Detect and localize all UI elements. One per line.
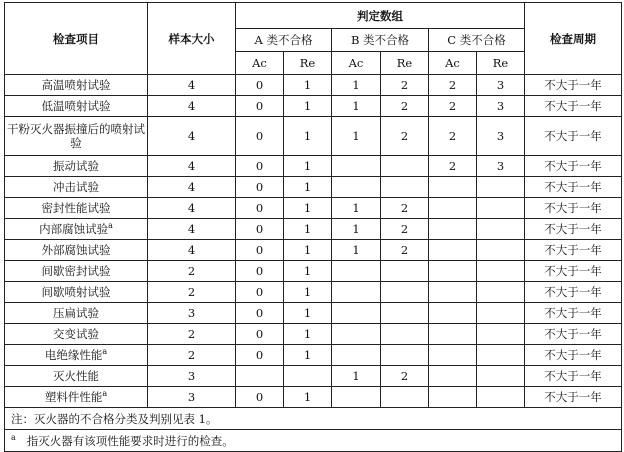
cell-b-re: 2 [381,219,429,240]
cell-c-re: 3 [477,75,525,96]
cell-c-re: 3 [477,117,525,156]
cell-period: 不大于一年 [525,303,622,324]
table-row [5,261,622,282]
cell-sample-size: 4 [148,240,236,261]
cell-a-re: 1 [284,219,332,240]
cell-item [5,177,148,198]
cell-b-ac [332,324,381,345]
cell-period: 不大于一年 [525,261,622,282]
cell-c-ac: 2 [429,156,477,177]
footnote-ref-mark: a [102,347,108,357]
cell-item [5,240,148,261]
cell-b-re: 2 [381,117,429,156]
header-b-re: Re [381,52,429,75]
cell-a-re: 1 [284,96,332,117]
cell-a-re: 1 [284,156,332,177]
header-a-re: Re [284,52,332,75]
cell-b-ac: 1 [332,240,381,261]
table-row [5,96,622,117]
footnote-ref-mark: a [108,221,113,231]
cell-c-re [477,261,525,282]
header-class-a: A 类不合格 [236,29,332,52]
cell-c-ac [429,198,477,219]
cell-b-re [381,177,429,198]
cell-period: 不大于一年 [525,366,622,387]
cell-period: 不大于一年 [525,324,622,345]
cell-item [5,282,148,303]
cell-period: 不大于一年 [525,117,622,156]
item-label: 交变试验 [53,327,99,341]
footnote-ref-mark: a [102,389,108,399]
note-row [5,408,622,430]
header-class-c: C 类不合格 [429,29,525,52]
cell-a-ac: 0 [236,240,284,261]
cell-a-re [284,366,332,387]
cell-c-ac [429,303,477,324]
cell-c-ac [429,240,477,261]
cell-item [5,387,148,408]
cell-c-re [477,219,525,240]
cell-a-re: 1 [284,261,332,282]
cell-c-re [477,240,525,261]
cell-a-re: 1 [284,198,332,219]
header-item: 检查项目 [5,3,148,75]
cell-period: 不大于一年 [525,345,622,366]
header-sample-size: 样本大小 [148,3,236,75]
cell-b-ac: 1 [332,198,381,219]
cell-c-ac: 2 [429,117,477,156]
cell-a-re: 1 [284,303,332,324]
cell-period: 不大于一年 [525,387,622,408]
cell-a-ac: 0 [236,345,284,366]
cell-c-re: 3 [477,96,525,117]
cell-c-ac [429,177,477,198]
item-label: 间歇密封试验 [41,264,111,278]
cell-period: 不大于一年 [525,156,622,177]
cell-sample-size: 4 [148,117,236,156]
cell-a-ac [236,366,284,387]
item-label: 密封性能试验 [41,201,111,215]
cell-sample-size: 2 [148,345,236,366]
table-data-rows [5,75,622,408]
cell-b-ac: 1 [332,219,381,240]
table-note: 注：灭火器的不合格分类及判别见表 1。 [5,408,622,430]
cell-b-ac [332,261,381,282]
header-c-re: Re [477,52,525,75]
cell-a-ac: 0 [236,303,284,324]
cell-b-ac: 1 [332,117,381,156]
cell-c-ac [429,282,477,303]
item-label: 灭火性能 [53,369,99,383]
cell-c-ac [429,219,477,240]
table-row [5,240,622,261]
cell-c-ac [429,324,477,345]
header-c-ac: Ac [429,52,477,75]
cell-item [5,75,148,96]
table-row [5,387,622,408]
item-label: 高温喷射试验 [41,78,111,92]
table-row [5,156,622,177]
cell-a-re: 1 [284,117,332,156]
cell-period: 不大于一年 [525,282,622,303]
cell-c-ac: 2 [429,75,477,96]
cell-item [5,345,148,366]
table-row [5,366,622,387]
cell-c-re [477,387,525,408]
cell-sample-size: 4 [148,219,236,240]
table-footnote [5,430,622,452]
header-class-b: B 类不合格 [332,29,429,52]
cell-a-ac: 0 [236,198,284,219]
cell-b-ac [332,282,381,303]
cell-sample-size: 3 [148,387,236,408]
cell-c-re [477,303,525,324]
table-row [5,345,622,366]
cell-b-ac [332,177,381,198]
cell-b-re [381,345,429,366]
cell-a-ac: 0 [236,156,284,177]
cell-b-ac: 1 [332,366,381,387]
cell-c-re [477,324,525,345]
item-label: 塑料件性能 [44,390,103,404]
cell-period: 不大于一年 [525,75,622,96]
cell-c-ac [429,261,477,282]
cell-item [5,303,148,324]
cell-b-re: 2 [381,96,429,117]
cell-a-ac: 0 [236,261,284,282]
cell-period: 不大于一年 [525,177,622,198]
item-label: 间歇喷射试验 [41,285,111,299]
header-b-ac: Ac [332,52,381,75]
cell-b-ac: 1 [332,75,381,96]
cell-item [5,366,148,387]
footnote-row [5,430,622,452]
cell-sample-size: 2 [148,324,236,345]
cell-a-ac: 0 [236,324,284,345]
cell-c-re [477,282,525,303]
header-row-1 [5,3,622,29]
cell-item [5,156,148,177]
item-label: 内部腐蚀试验 [39,222,109,236]
cell-b-ac [332,156,381,177]
cell-c-re [477,198,525,219]
cell-a-re: 1 [284,324,332,345]
table-row [5,303,622,324]
cell-a-ac: 0 [236,219,284,240]
cell-item [5,117,148,156]
cell-b-re: 2 [381,240,429,261]
cell-item [5,198,148,219]
cell-a-re: 1 [284,177,332,198]
cell-b-ac [332,303,381,324]
cell-a-ac: 0 [236,117,284,156]
footnote-mark: a [11,432,16,442]
cell-item [5,261,148,282]
cell-sample-size: 3 [148,366,236,387]
table-row [5,282,622,303]
cell-b-re [381,261,429,282]
cell-a-ac: 0 [236,96,284,117]
cell-period: 不大于一年 [525,219,622,240]
table-row [5,117,622,156]
table-row [5,219,622,240]
item-label: 干粉灭火器振撞后的喷射试验 [7,122,145,150]
cell-item [5,324,148,345]
cell-c-ac [429,366,477,387]
cell-c-re [477,366,525,387]
cell-a-re: 1 [284,387,332,408]
table-row [5,198,622,219]
cell-sample-size: 4 [148,198,236,219]
cell-c-re [477,345,525,366]
header-period: 检查周期 [525,3,622,75]
item-label: 冲击试验 [53,180,99,194]
cell-period: 不大于一年 [525,198,622,219]
cell-b-re [381,303,429,324]
cell-sample-size: 4 [148,156,236,177]
cell-a-ac: 0 [236,75,284,96]
cell-a-re: 1 [284,240,332,261]
cell-a-ac: 0 [236,177,284,198]
cell-b-ac [332,345,381,366]
cell-period: 不大于一年 [525,96,622,117]
table-row [5,177,622,198]
cell-a-ac: 0 [236,282,284,303]
cell-a-ac: 0 [236,387,284,408]
table-row [5,324,622,345]
cell-sample-size: 4 [148,75,236,96]
cell-c-ac [429,387,477,408]
cell-sample-size: 2 [148,282,236,303]
cell-sample-size: 3 [148,303,236,324]
item-label: 外部腐蚀试验 [41,243,111,257]
cell-c-re: 3 [477,156,525,177]
cell-b-re: 2 [381,75,429,96]
cell-period: 不大于一年 [525,240,622,261]
header-a-ac: Ac [236,52,284,75]
inspection-table [4,2,622,452]
cell-b-re [381,282,429,303]
item-label: 振动试验 [53,159,99,173]
table-row [5,75,622,96]
cell-b-re [381,156,429,177]
cell-sample-size: 4 [148,177,236,198]
header-judgment: 判定数组 [236,3,525,29]
cell-b-ac [332,387,381,408]
item-label: 压扁试验 [53,306,99,320]
cell-sample-size: 4 [148,96,236,117]
cell-b-re: 2 [381,366,429,387]
footnote-text: 指灭火器有该项性能要求时进行的检查。 [26,433,234,448]
cell-item [5,219,148,240]
cell-a-re: 1 [284,75,332,96]
item-label: 低温喷射试验 [41,99,111,113]
cell-c-ac [429,345,477,366]
cell-c-re [477,177,525,198]
cell-c-ac: 2 [429,96,477,117]
cell-a-re: 1 [284,345,332,366]
cell-b-ac: 1 [332,96,381,117]
cell-b-re: 2 [381,198,429,219]
cell-b-re [381,387,429,408]
cell-b-re [381,324,429,345]
item-label: 电绝缘性能 [44,348,103,362]
cell-item [5,96,148,117]
cell-a-re: 1 [284,282,332,303]
cell-sample-size: 2 [148,261,236,282]
